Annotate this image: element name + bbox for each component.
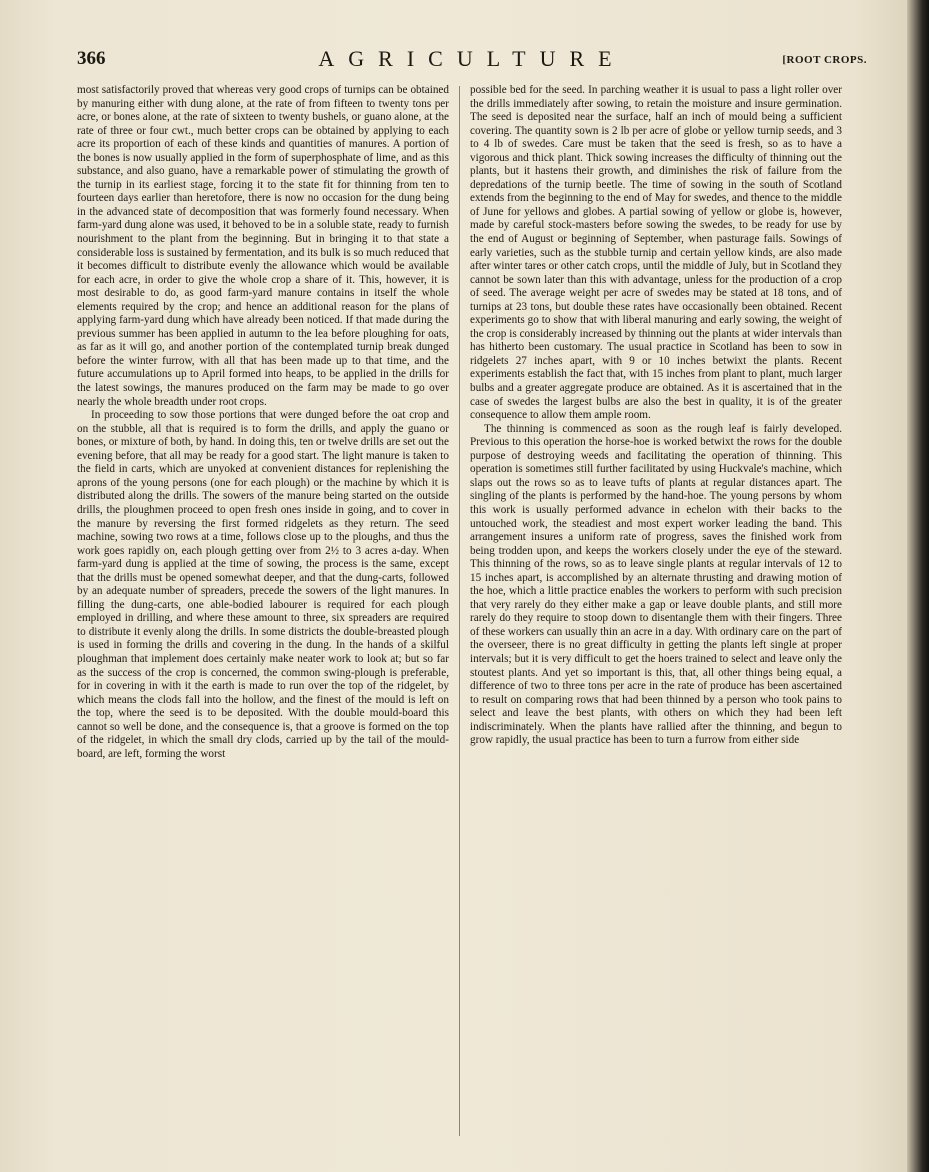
page-header (77, 46, 867, 76)
running-title: AGRICULTURE (318, 46, 626, 71)
left-column (77, 84, 449, 1144)
book-binding-edge (907, 0, 929, 1172)
page-number: 366 (77, 48, 106, 69)
left-paragraph-1: most satisfactorily proved that whereas very good crops of turnips can be obtained by manuring either with dung alone, at the rate of from fifteen to twenty tons per acre, or bones alone, at the rate of sixteen to twenty bushels, or guano alone, at the rate of three or four cwt., much better crops can be obtained by applying to each acre its proportion of each of these kinds and quantities of manures. A portion of the bones is now usually applied in the form of superphosphate of lime, and as this substance, and also guano, have a remarkable power of stimulating the growth of the turnip in its earliest stage, forcing it to the state fit for thinning from ten to fourteen days earlier than heretofore, there is now no occasion for the dung being in the advanced state of decomposition that was formerly found necessary. When farm-yard dung alone was used, it behoved to be in a soluble state, ready to furnish nourishment to the plant from the beginning. But in bringing it to that state a considerable loss is sustained by fermentation, and its bulk is so much reduced that it becomes difficult to distribute evenly the allowance which would be available for each acre, in order to give the whole crop a share of it. This, however, it is most desirable to do, as good farm-yard manure contains in itself the whole elements required by the crop; and hence an additional reason for the plans of applying farm-yard dung which have already been noticed. If that made during the previous summer has been applied in autumn to the lea before ploughing for oats, as far as it will go, and another portion of the contemplated turnip break dunged before the winter furrow, with all that has been made up to that time, and the future accumulations up to April formed into heaps, to be applied in the drills for the latest sowings, the manures produced on the farm may be made to go over nearly the whole breadth under root crops. (77, 84, 449, 408)
left-paragraph-2: In proceeding to sow those portions that were dunged before the oat crop and on the stubble, all that is required is to form the drills, and apply the guano or bones, or mixture of both, by hand. In doing this, ten or twelve drills are set out the evening before, that all may be ready for a good start. The light manure is taken to the field in carts, which are unyoked at convenient distances for replenishing the aprons of the young persons (one for each plough) or the machine by which it is distributed along the drills. The sowers of the manure being started on the outside drills, the ploughmen proceed to open fresh ones inside in going, and to cover in the manure by reversing the first formed ridgelets as they return. The seed machine, sowing two rows at a time, follows close up to the ploughs, and thus the work goes rapidly on, each plough getting over from 2½ to 3 acres a-day. When farm-yard dung is applied at the time of sowing, the process is the same, except that the drills must be opened somewhat deeper, and that the dung-carts, followed by an adequate number of spreaders, precede the sowers of the light manures. In filling the dung-carts, one able-bodied labourer is required for each plough employed in drilling, and where these amount to three, six spreaders are required to distribute it evenly along the drills. In some districts the double-breasted plough is used in forming the drills and covering in the dung. In the hands of a skilful ploughman that implement does certainly make neater work to look at; but so far as the success of the crop is concerned, the common swing-plough is preferable, for in covering in with it the earth is made to run over the top of the ridgelet, by which means the clods fall into the hollow, and the finest of the mould is left on the top, where the seed is to be deposited. With the double mould-board this cannot so well be done, and the consequence is, that a groove is formed on the top of the ridgelet, in which the small dry clods, carried up by the tail of the mould-board, are left, forming the worst (77, 409, 449, 760)
column-divider (459, 86, 460, 1136)
right-paragraph-1: possible bed for the seed. In parching weather it is usual to pass a light roller over the drills immediately after sowing, to retain the moisture and insure germination. The seed is deposited near the surface, half an inch of mould being a sufficient covering. The quantity sown is 2 lb per acre of globe or yellow turnip seeds, and 3 to 4 lb of swedes. Care must be taken that the seed is fresh, so as to have a vigorous and thick plant. Thick sowing increases the difficulty of thinning out the plants, but it hastens their growth, and diminishes the risk of failure from the depredations of the turnip beetle. The time of sowing in the south of Scotland extends from the beginning to the end of May for swedes, and thence to the middle of June for yellows and globes. A partial sowing of yellow or globe is, however, made by careful stock-masters before sowing the swedes, to be ready for use by the end of August or beginning of September, when pasturage fails. Sowings of early varieties, such as the stubble turnip and certain yellow kinds, are also made after winter tares or other catch crops, until the middle of July, but in Scotland they cannot be sown later than this with advantage, unless for the production of a crop of seed. The average weight per acre of swedes may be stated at 18 tons, and of turnips at 23 tons, but double these rates have occasionally been obtained. Recent experiments go to show that with liberal manuring and early sowing, the weight of the crop is considerably increased by thinning out the plants at wider intervals than has hitherto been customary. The usual practice in Scotland has been to sow in ridgelets 27 inches apart, with 9 or 10 inches betwixt the plants. Recent experiments establish the fact that, with 15 inches from plant to plant, much larger bulbs and a greater aggregate produce are obtained. As it is ascertained that in the case of swedes the largest bulbs are also the best in quality, it is of the greater consequence to allow them ample room. (470, 84, 842, 422)
right-column (470, 84, 842, 1144)
section-tag: [ROOT CROPS. (782, 54, 867, 66)
right-paragraph-2: The thinning is commenced as soon as the rough leaf is fairly developed. Previous to this operation the horse-hoe is worked betwixt the rows for the double purpose of destroying weeds and facilitating the operation of thinning. This operation is sometimes still further facilitated by using Huckvale's machine, which slaps out the rows so as to leave tufts of plants at regular distances apart. The singling of the plants is performed by the hand-hoe. The young persons by whom this work is usually performed advance in echelon with their backs to the untouched work, the steadiest and most expert worker leading the band. This arrangement insures a uniform rate of progress, saves the finished work from being trodden upon, and keeps the workers closely under the eye of the steward. This thinning of the rows, so as to leave single plants at regular intervals of 12 to 15 inches apart, is accomplished by an alternate thrusting and drawing motion of the hoe, which a little practice enables the workers to perform with such precision that very rarely do they either make a gap or leave double plants, and still more rarely do they require to stoop down to disentangle them with their fingers. Three of these workers can usually thin an acre in a day. With ordinary care on the part of the overseer, there is no great difficulty in getting the plants left single at proper intervals; but it is very difficult to get the hoers trained to select and leave only the stoutest plants. And yet so important is this, that, all other things being equal, a difference of two to three tons per acre in the rate of produce has been ascertained to result on comparing rows that had been thinned by a person who took pains to select and leave the best plants, with others on which they had been left indiscriminately. When the plants have rallied after the thinning, and begun to grow rapidly, the usual practice has been to turn a furrow from either side (470, 422, 842, 747)
